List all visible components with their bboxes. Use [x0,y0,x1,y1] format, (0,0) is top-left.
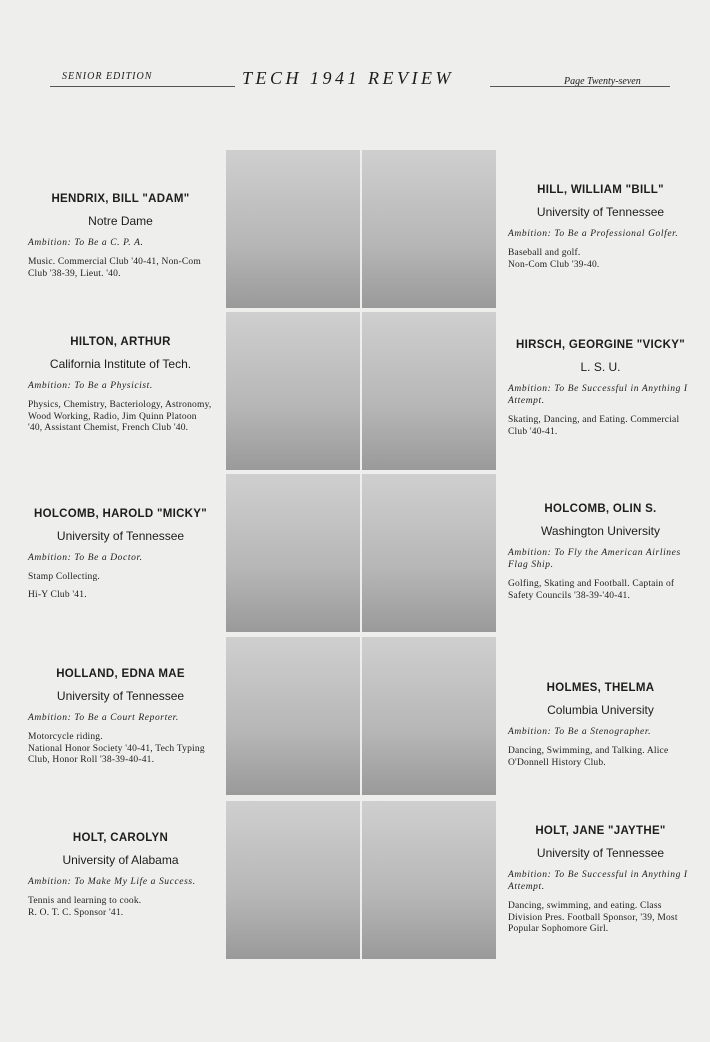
activity-line: Hi-Y Club '41. [28,589,87,600]
page-title: TECH 1941 REVIEW [242,68,454,88]
activity-line: Tennis and learning to cook. [28,896,142,906]
student-activities [508,579,693,602]
activity-line: Skating, Dancing, and Eating. Commercial Club '40-41. [508,415,680,437]
student-entry [508,339,693,438]
student-activities [28,896,213,919]
student-photo [362,474,496,632]
student-school: Columbia University [547,703,654,717]
student-entry [28,832,213,919]
student-activities [28,572,213,601]
student-ambition: Ambition: To Be a Physicist. [28,381,153,391]
student-name: HILTON, ARTHUR [70,336,171,348]
activity-line: Motorcycle riding. [28,732,103,742]
student-entry [28,193,213,280]
student-photo [226,474,360,632]
student-school: University of Tennessee [536,205,665,219]
student-name: HOLT, CAROLYN [72,832,169,844]
edition-label: SENIOR EDITION [62,71,153,82]
student-photo [226,312,360,470]
student-photo [362,801,496,959]
student-entry [28,508,213,601]
student-activities [508,248,693,271]
activity-line: Stamp Collecting. [28,572,101,582]
activity-line: Golfing, Skating and Football. Captain of Safety Councils '38-39-'40-41. [508,579,675,601]
activity-line: National Honor Society '40-41, Tech Typing Club, Honor Roll '38-39-40-41. [28,743,205,765]
student-activities [508,415,693,438]
activity-line: Music. Commercial Club '40-41, Non-Com Club '38-39, Lieut. '40. [28,257,201,279]
activity-line: Dancing, swimming, and eating. Class Division Pres. Football Sponsor, '39, Most Popular Sophomore Girl. [508,901,678,934]
student-photo [226,637,360,795]
activity-line: R. O. T. C. Sponsor '41. [28,907,124,918]
student-name: HIRSCH, GEORGINE "VICKY" [516,339,685,351]
student-name: HOLCOMB, OLIN S. [544,503,657,515]
student-photo [362,637,496,795]
student-activities [28,732,213,767]
student-activities [28,400,213,435]
student-entry [508,825,693,936]
student-photo [362,150,496,308]
student-ambition: Ambition: To Fly the American Airlines Flag Ship. [508,548,681,570]
student-name: HOLMES, THELMA [546,682,655,694]
student-ambition: Ambition: To Be a Doctor. [28,553,143,563]
student-entry [28,668,213,767]
student-school: Washington University [541,524,660,538]
student-ambition: Ambition: To Make My Life a Success. [28,877,196,887]
student-school: California Institute of Tech. [49,357,192,371]
student-ambition: Ambition: To Be a Court Reporter. [28,713,179,723]
student-school: University of Tennessee [56,529,185,543]
activity-line: Physics, Chemistry, Bacteriology, Astronomy, Wood Working, Radio, Jim Quinn Platoon '40, Assistant Chemist, French Club '40. [28,400,212,433]
student-entry [28,336,213,435]
student-name: HOLT, JANE "JAYTHE" [535,825,666,837]
student-school: L. S. U. [580,360,621,374]
student-name: HOLLAND, EDNA MAE [56,668,185,680]
student-ambition: Ambition: To Be a C. P. A. [28,238,144,248]
header-rule-right [490,86,670,87]
student-name: HENDRIX, BILL "ADAM" [51,193,190,205]
student-school: University of Tennessee [536,846,665,860]
student-activities [508,901,693,936]
student-name: HOLCOMB, HAROLD "MICKY" [33,508,208,520]
student-school: University of Alabama [62,853,179,867]
student-entry [508,503,693,602]
activity-line: Dancing, Swimming, and Talking. Alice O'Donnell History Club. [508,746,669,768]
student-name: HILL, WILLIAM "BILL" [537,184,664,196]
student-photo [362,312,496,470]
student-ambition: Ambition: To Be a Professional Golfer. [508,229,679,239]
student-school: Notre Dame [88,214,153,228]
student-photo [226,801,360,959]
student-ambition: Ambition: To Be Successful in Anything I Attempt. [508,870,688,892]
header-rule-left [50,86,235,87]
student-activities [28,257,213,280]
student-school: University of Tennessee [56,689,185,703]
student-photo [226,150,360,308]
student-entry [508,682,693,769]
page-number: Page Twenty-seven [564,76,641,87]
student-ambition: Ambition: To Be Successful in Anything I Attempt. [508,384,688,406]
activity-line: Non-Com Club '39-40. [508,259,600,270]
student-activities [508,746,693,769]
activity-line: Baseball and golf. [508,248,581,258]
student-entry [508,184,693,271]
student-ambition: Ambition: To Be a Stenographer. [508,727,652,737]
